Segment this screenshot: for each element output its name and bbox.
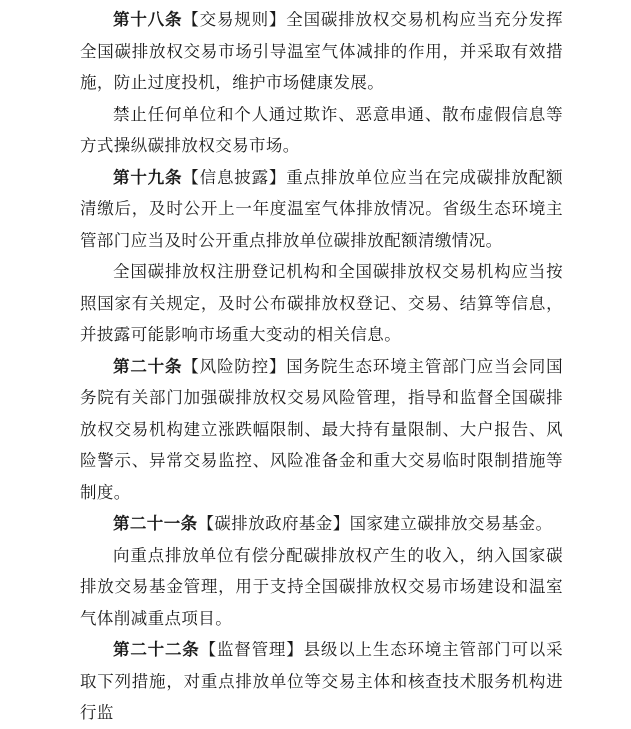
- article-22-number: 第二十二条: [113, 640, 200, 659]
- article-20-text-1: 国务院生态环境主管部门应当会同国务院有关部门加强碳排放权交易风险管理，指导和监督全国碳排放权交易机构建立涨跌幅限制、最大持有量限制、大户报告、风险警示、异常交易监控、风险准备金和重大交易临时限制措施等制度。: [80, 356, 563, 502]
- article-20-number: 第二十条: [113, 356, 183, 376]
- article-19-number: 第十九条: [113, 167, 183, 187]
- article-20-paragraph-1: [80, 351, 563, 509]
- article-21-paragraph-1: [80, 508, 563, 540]
- article-21-title: 【碳排放政府基金】: [197, 514, 350, 533]
- article-18-paragraph-1: [80, 4, 563, 99]
- article-18-paragraph-2: 禁止任何单位和个人通过欺诈、恶意串通、散布虚假信息等方式操纵碳排放权交易市场。: [80, 104, 563, 155]
- article-18-text-1: 全国碳排放权交易机构应当充分发挥全国碳排放权交易市场引导温室气体减排的作用，并采取有效措施，防止过度投机，维护市场健康发展。: [80, 10, 563, 92]
- article-21-text-1: 国家建立碳排放交易基金。: [349, 514, 553, 533]
- article-22-text-1: 县级以上生态环境主管部门可以采取下列措施，对重点排放单位等交易主体和核查技术服务机构进行监: [80, 640, 564, 722]
- article-20-title: 【风险防控】: [182, 356, 287, 376]
- article-21-number: 第二十一条: [113, 514, 198, 533]
- article-18-number: 第十八条: [113, 10, 183, 29]
- article-19-paragraph-1: [80, 162, 563, 257]
- article-22-paragraph-1: [80, 634, 563, 729]
- article-19-title: 【信息披露】: [182, 167, 287, 187]
- article-18-title: 【交易规则】: [182, 10, 287, 29]
- article-21-paragraph-2: 向重点排放单位有偿分配碳排放权产生的收入，纳入国家碳排放交易基金管理，用于支持全国碳排放权交易市场建设和温室气体削减重点项目。: [80, 545, 563, 628]
- article-19-paragraph-2: 全国碳排放权注册登记机构和全国碳排放权交易机构应当按照国家有关规定，及时公布碳排放权登记、交易、结算等信息，并披露可能影响市场重大变动的相关信息。: [80, 262, 563, 344]
- article-22-title: 【监督管理】: [199, 640, 304, 659]
- article-19-text-1: 重点排放单位应当在完成碳排放配额清缴后，及时公开上一年度温室气体排放情况。省级生态环境主管部门应当及时公开重点排放单位碳排放配额清缴情况。: [80, 167, 563, 250]
